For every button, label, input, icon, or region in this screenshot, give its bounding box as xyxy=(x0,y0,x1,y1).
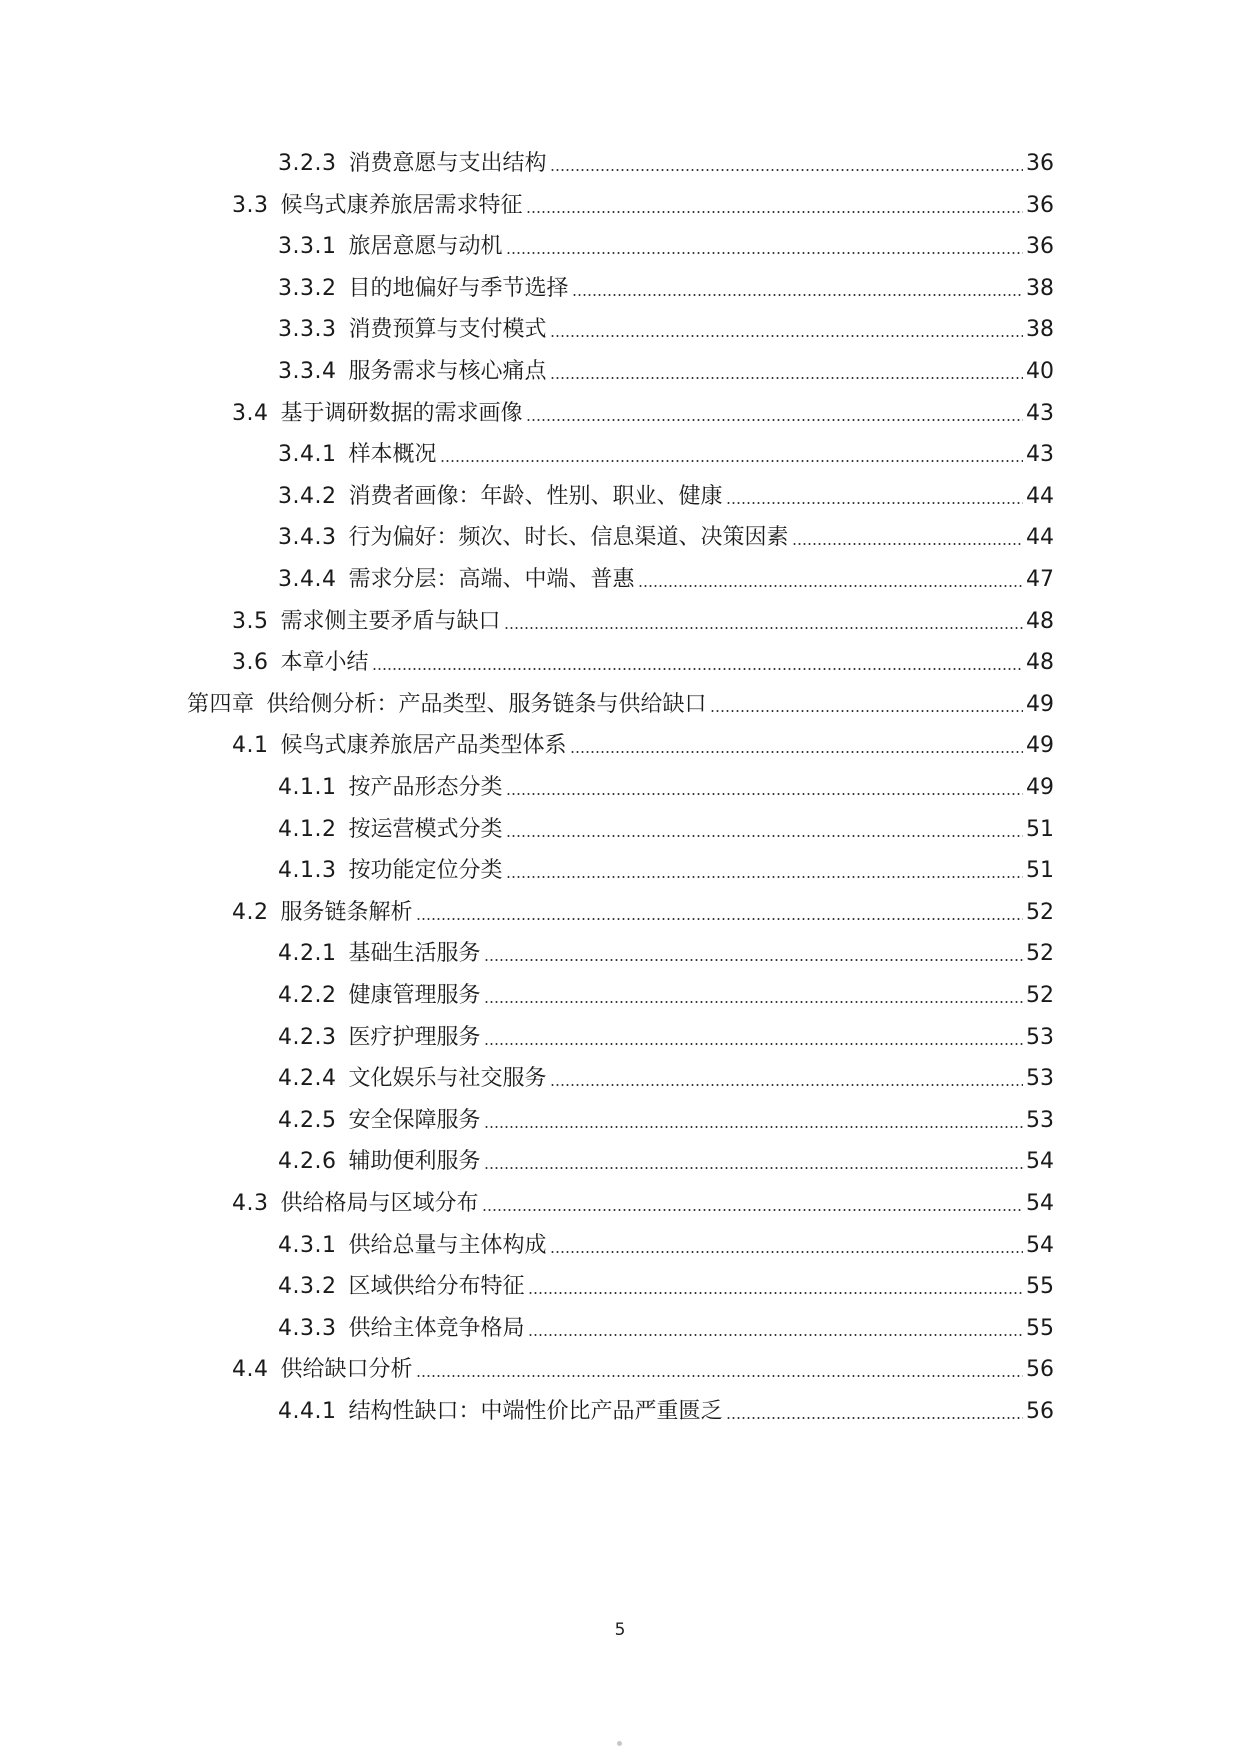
toc-dot-leader xyxy=(528,1292,1024,1294)
toc-entry-page: 51 xyxy=(1026,858,1054,884)
toc-dot-leader xyxy=(506,835,1024,837)
toc-entry-title: 基础生活服务 xyxy=(348,941,481,967)
toc-entry[interactable] xyxy=(232,399,1054,429)
toc-entry-page: 48 xyxy=(1026,650,1054,676)
toc-entry-title: 供给侧分析：产品类型、服务链条与供给缺口 xyxy=(266,691,707,717)
toc-entry-number: 3.3 xyxy=(232,192,269,218)
toc-entry-number: 4.2.4 xyxy=(278,1066,337,1092)
toc-entry-number: 3.4.3 xyxy=(278,525,337,551)
toc-entry-page: 51 xyxy=(1026,816,1054,842)
toc-entry[interactable] xyxy=(278,565,1054,595)
toc-entry-page: 55 xyxy=(1026,1274,1054,1300)
toc-entry-title: 按功能定位分类 xyxy=(348,858,503,884)
toc-entry-title: 本章小结 xyxy=(280,650,369,676)
toc-dot-leader xyxy=(416,1375,1023,1377)
toc-entry-page: 44 xyxy=(1026,483,1054,509)
toc-entry[interactable] xyxy=(232,898,1054,928)
toc-entry-title: 需求侧主要矛盾与缺口 xyxy=(280,608,501,634)
toc-entry-page: 54 xyxy=(1026,1232,1054,1258)
toc-entry-page: 49 xyxy=(1026,691,1054,717)
toc-entry[interactable] xyxy=(232,1189,1054,1219)
toc-entry[interactable] xyxy=(278,315,1054,345)
toc-dot-leader xyxy=(550,169,1024,171)
toc-entry-page: 56 xyxy=(1026,1399,1054,1424)
toc-entry-number: 4.2.2 xyxy=(278,983,337,1008)
toc-entry-title: 供给主体竞争格局 xyxy=(348,1315,525,1341)
toc-entry-page: 38 xyxy=(1026,275,1054,301)
toc-entry-title: 供给总量与主体构成 xyxy=(348,1232,547,1258)
toc-entry-number: 4.2.6 xyxy=(278,1149,337,1175)
toc-entry-number: 3.4.1 xyxy=(278,442,337,468)
toc-entry-number: 4.3.2 xyxy=(278,1274,337,1300)
toc-entry-number: 3.6 xyxy=(232,650,269,676)
toc-entry-number: 第四章 xyxy=(187,691,255,717)
toc-entry-page: 40 xyxy=(1026,359,1054,384)
footer-dot-mark xyxy=(617,1741,622,1746)
toc-entry-page: 53 xyxy=(1026,1107,1054,1133)
toc-entry-title: 候鸟式康养旅居产品类型体系 xyxy=(280,733,567,759)
toc-entry-title: 需求分层：高端、中端、普惠 xyxy=(348,567,635,592)
toc-entry-number: 3.2.3 xyxy=(278,151,337,176)
toc-entry-number: 4.2.3 xyxy=(278,1024,337,1050)
toc-dot-leader xyxy=(440,460,1024,462)
toc-entry[interactable] xyxy=(278,773,1054,803)
toc-entry-title: 区域供给分布特征 xyxy=(348,1274,525,1300)
toc-entry-page: 38 xyxy=(1026,317,1054,343)
toc-entry[interactable] xyxy=(232,191,1054,221)
toc-entry-title: 结构性缺口：中端性价比产品严重匮乏 xyxy=(348,1399,723,1424)
toc-dot-leader xyxy=(526,419,1023,421)
toc-entry-page: 55 xyxy=(1026,1315,1054,1341)
toc-dot-leader xyxy=(484,1001,1024,1003)
toc-entry-number: 3.4.2 xyxy=(278,483,337,509)
toc-entry[interactable] xyxy=(278,523,1054,553)
toc-dot-leader xyxy=(528,1334,1024,1336)
toc-dot-leader xyxy=(570,751,1023,753)
toc-entry-number: 4.4 xyxy=(232,1357,269,1383)
toc-dot-leader xyxy=(550,1084,1024,1086)
toc-dot-leader xyxy=(504,627,1023,629)
toc-entry-number: 3.5 xyxy=(232,608,269,634)
toc-entry-number: 4.2.1 xyxy=(278,941,337,967)
toc-entry-title: 医疗护理服务 xyxy=(348,1024,481,1050)
toc-entry[interactable] xyxy=(232,648,1054,678)
toc-entry[interactable] xyxy=(278,981,1054,1011)
toc-entry-page: 47 xyxy=(1026,567,1054,592)
toc-dot-leader xyxy=(792,543,1024,545)
toc-dot-leader xyxy=(550,1251,1024,1253)
toc-entry-title: 供给格局与区域分布 xyxy=(280,1191,479,1216)
toc-entry[interactable] xyxy=(232,1355,1054,1385)
toc-dot-leader xyxy=(550,335,1024,337)
toc-entry[interactable] xyxy=(278,274,1054,304)
toc-dot-leader xyxy=(484,959,1024,961)
toc-entry[interactable] xyxy=(278,815,1054,845)
toc-entry-title: 旅居意愿与动机 xyxy=(348,234,503,260)
toc-entry-page: 36 xyxy=(1026,234,1054,260)
toc-dot-leader xyxy=(484,1167,1024,1169)
toc-entry-page: 52 xyxy=(1026,941,1054,967)
toc-dot-leader xyxy=(484,1126,1024,1128)
toc-entry-page: 43 xyxy=(1026,442,1054,468)
toc-entry-page: 52 xyxy=(1026,983,1054,1008)
toc-dot-leader xyxy=(506,793,1024,795)
toc-entry-title: 消费预算与支付模式 xyxy=(348,317,547,343)
toc-entry-number: 4.1.3 xyxy=(278,858,337,884)
toc-entry-page: 54 xyxy=(1026,1149,1054,1175)
toc-entry-page: 36 xyxy=(1026,192,1054,218)
toc-entry-number: 4.2 xyxy=(232,899,269,925)
toc-entry-page: 36 xyxy=(1026,151,1054,176)
toc-entry-page: 49 xyxy=(1026,775,1054,800)
toc-dot-leader xyxy=(372,668,1023,670)
toc-entry-title: 服务链条解析 xyxy=(280,899,413,925)
toc-entry[interactable] xyxy=(187,690,1054,720)
toc-dot-leader xyxy=(572,294,1024,296)
toc-entry-title: 文化娱乐与社交服务 xyxy=(348,1066,547,1092)
toc-entry-number: 4.3 xyxy=(232,1191,269,1216)
toc-dot-leader xyxy=(482,1209,1023,1211)
toc-entry-page: 53 xyxy=(1026,1024,1054,1050)
toc-entry-number: 3.4.4 xyxy=(278,567,337,592)
toc-entry-page: 52 xyxy=(1026,899,1054,925)
toc-dot-leader xyxy=(550,377,1024,379)
toc-entry-title: 按产品形态分类 xyxy=(348,775,503,800)
toc-dot-leader xyxy=(506,876,1024,878)
toc-entry-title: 目的地偏好与季节选择 xyxy=(348,275,569,301)
toc-dot-leader xyxy=(710,710,1023,712)
toc-dot-leader xyxy=(484,1043,1024,1045)
toc-dot-leader xyxy=(726,502,1024,504)
toc-entry-title: 健康管理服务 xyxy=(348,983,481,1008)
toc-entry-number: 4.2.5 xyxy=(278,1107,337,1133)
toc-dot-leader xyxy=(416,918,1023,920)
toc-entry-title: 样本概况 xyxy=(348,442,437,468)
toc-dot-leader xyxy=(638,585,1024,587)
toc-entry[interactable] xyxy=(278,149,1054,179)
toc-dot-leader xyxy=(726,1417,1024,1419)
toc-entry-title: 安全保障服务 xyxy=(348,1107,481,1133)
toc-entry[interactable] xyxy=(278,939,1054,969)
toc-entry-page: 53 xyxy=(1026,1066,1054,1092)
toc-entry-number: 4.3.3 xyxy=(278,1315,337,1341)
page-number: 5 xyxy=(614,1620,626,1640)
toc-entry[interactable] xyxy=(232,731,1054,761)
toc-entry[interactable] xyxy=(278,1023,1054,1053)
toc-entry-title: 供给缺口分析 xyxy=(280,1357,413,1383)
toc-entry-number: 3.4 xyxy=(232,400,269,426)
toc-entry-number: 3.3.3 xyxy=(278,317,337,343)
toc-entry-title: 行为偏好：频次、时长、信息渠道、决策因素 xyxy=(348,525,789,551)
toc-entry-number: 4.1.2 xyxy=(278,816,337,842)
toc-entry-number: 4.4.1 xyxy=(278,1399,337,1424)
toc-entry[interactable] xyxy=(278,856,1054,886)
toc-entry-title: 消费者画像：年龄、性别、职业、健康 xyxy=(348,483,723,509)
toc-entry[interactable] xyxy=(278,440,1054,470)
toc-entry-number: 3.3.4 xyxy=(278,359,337,384)
toc-entry-number: 3.3.2 xyxy=(278,275,337,301)
toc-entry[interactable] xyxy=(232,607,1054,637)
toc-entry-title: 辅助便利服务 xyxy=(348,1149,481,1175)
toc-entry-title: 候鸟式康养旅居需求特征 xyxy=(280,192,523,218)
toc-entry[interactable] xyxy=(278,1147,1054,1177)
toc-entry[interactable] xyxy=(278,357,1054,387)
toc-entry[interactable] xyxy=(278,1272,1054,1302)
toc-entry[interactable] xyxy=(278,1397,1054,1427)
toc-entry[interactable] xyxy=(278,1231,1054,1261)
toc-entry[interactable] xyxy=(278,482,1054,512)
toc-entry-title: 消费意愿与支出结构 xyxy=(348,151,547,176)
toc-entry-number: 3.3.1 xyxy=(278,234,337,260)
toc-entry-title: 服务需求与核心痛点 xyxy=(348,359,547,384)
toc-entry[interactable] xyxy=(278,1106,1054,1136)
toc-entry-page: 54 xyxy=(1026,1191,1054,1216)
toc-entry-number: 4.1 xyxy=(232,733,269,759)
toc-entry[interactable] xyxy=(278,1064,1054,1094)
toc-entry-title: 基于调研数据的需求画像 xyxy=(280,400,523,426)
toc-entry-page: 44 xyxy=(1026,525,1054,551)
toc-entry-page: 56 xyxy=(1026,1357,1054,1383)
toc-entry[interactable] xyxy=(278,232,1054,262)
toc-dot-leader xyxy=(526,211,1023,213)
toc-entry-title: 按运营模式分类 xyxy=(348,816,503,842)
toc-entry-page: 43 xyxy=(1026,400,1054,426)
toc-entry-page: 49 xyxy=(1026,733,1054,759)
toc-entry-number: 4.3.1 xyxy=(278,1232,337,1258)
toc-entry-number: 4.1.1 xyxy=(278,775,337,800)
toc-entry[interactable] xyxy=(278,1314,1054,1344)
toc-dot-leader xyxy=(506,252,1024,254)
toc-entry-page: 48 xyxy=(1026,608,1054,634)
